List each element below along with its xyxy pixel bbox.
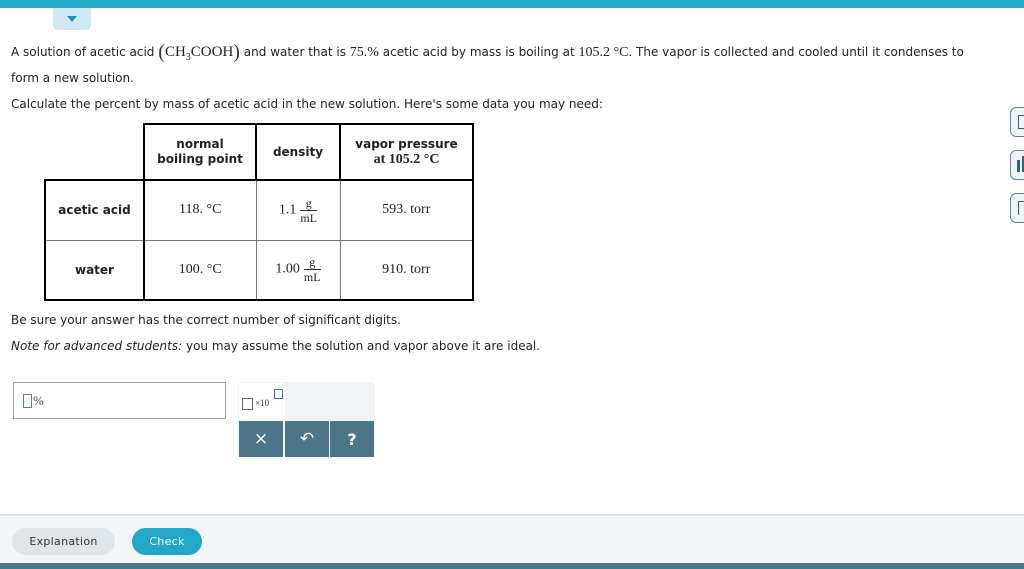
table-row bbox=[45, 180, 473, 240]
cell-vapor-pressure: 593. torr bbox=[340, 180, 473, 240]
header-boiling-point: normal boiling point bbox=[144, 124, 256, 180]
bottom-bar bbox=[0, 563, 1024, 569]
header-density: density bbox=[256, 124, 340, 180]
header-vapor-pressure: vapor pressure at 105.2 °C bbox=[340, 124, 473, 180]
answer-input[interactable] bbox=[13, 382, 226, 419]
calculator-icon[interactable] bbox=[1010, 107, 1024, 137]
cell-density: 1.1 $\frac{g}{mL}$ bbox=[256, 180, 340, 240]
data-table bbox=[44, 123, 474, 301]
clear-button[interactable]: × bbox=[239, 421, 283, 457]
top-accent-bar bbox=[0, 0, 1024, 8]
chemical-formula: $CH_3COOH$ bbox=[164, 44, 234, 63]
advanced-note: Note for advanced students: you may assume the solution and vapor above it are ideal. bbox=[11, 339, 541, 353]
data-chart-icon[interactable] bbox=[1010, 150, 1024, 180]
mass-percent: 75.% bbox=[349, 45, 379, 60]
collapse-toggle[interactable] bbox=[53, 8, 91, 30]
percent-unit: % bbox=[33, 392, 44, 408]
exponent-box-icon bbox=[274, 389, 283, 399]
scientific-notation-button[interactable]: ×10 bbox=[239, 383, 285, 420]
sig-figs-note: Be sure your answer has the correct number of significant digits. bbox=[11, 313, 401, 327]
cell-vapor-pressure: 910. torr bbox=[340, 240, 473, 300]
cell-density: 1.00 $\frac{g}{mL}$ bbox=[256, 240, 340, 300]
answer-cursor-box[interactable] bbox=[23, 394, 32, 408]
problem-question: Calculate the percent by mass of acetic acid in the new solution. Here's some data you may need: bbox=[11, 97, 603, 111]
chevron-down-icon bbox=[67, 16, 77, 22]
help-button[interactable]: ? bbox=[330, 421, 374, 457]
row-label-acetic-acid: acetic acid bbox=[45, 180, 144, 240]
explanation-button[interactable]: Explanation bbox=[12, 528, 115, 555]
check-button[interactable]: Check bbox=[132, 528, 202, 555]
cell-boiling-point: 118. °C bbox=[144, 180, 256, 240]
math-toolbar bbox=[238, 382, 375, 457]
problem-statement-line2: form a new solution. bbox=[11, 71, 134, 85]
undo-button[interactable]: ↶ bbox=[285, 421, 329, 457]
periodic-table-icon[interactable] bbox=[1010, 193, 1024, 223]
table-row bbox=[45, 240, 473, 300]
problem-statement-line1: A solution of acetic acid $(CH_3COOH)$ and water that is 75.% acetic acid by mass is boiling at 105.2 °C. The vapor is collected and cooled until it condenses to bbox=[11, 41, 964, 63]
boiling-temperature: 105.2 °C bbox=[578, 45, 629, 60]
mantissa-box-icon bbox=[242, 398, 253, 410]
cell-boiling-point: 100. °C bbox=[144, 240, 256, 300]
row-label-water: water bbox=[45, 240, 144, 300]
